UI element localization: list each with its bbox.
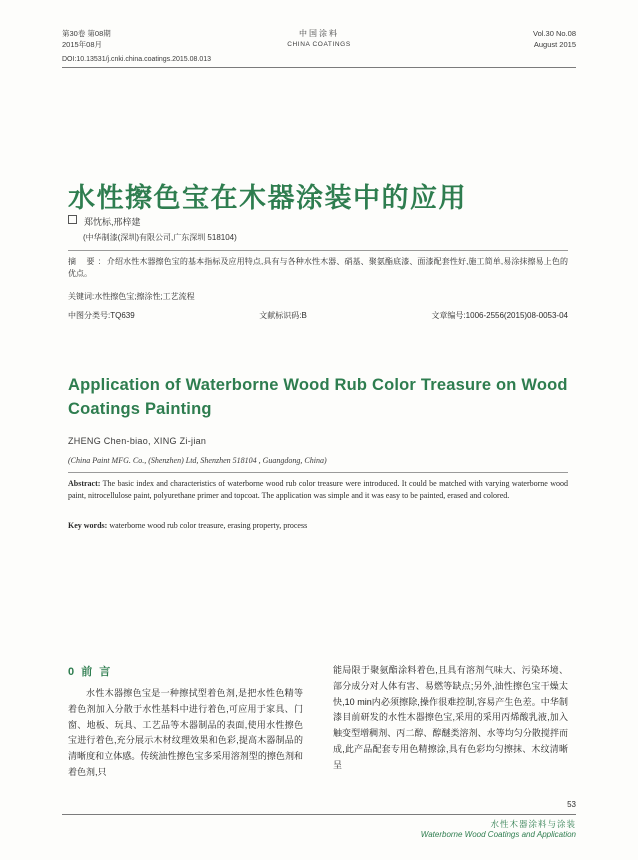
doc-code-label: 文献标识码: <box>259 311 302 320</box>
paragraph: 水性木器擦色宝是一种擦拭型着色剂,是把水性色精等着色剂加入分散于水性基料中进行着色,可应用于家具、门窗、地板、玩具、工艺品等木器制品的表面,使用水性擦色宝进行着色,充分展示木材纹理效果和色彩,提高木器制品的清晰度和立体感。传统油性擦色宝多采用溶剂型的擦色剂和着色剂,只 <box>68 688 303 777</box>
keywords-label-en: Key words: <box>68 521 108 530</box>
authors-cn-names: 郑忱标,邢梓建 <box>84 217 141 227</box>
header-volume-block-en <box>406 28 576 51</box>
header-volume-issue-en: Vol.30 No.08 <box>533 29 576 38</box>
page-header <box>62 28 576 51</box>
keywords-text-en: waterborne wood rub color treasure, erasing property, process <box>109 521 308 530</box>
header-date-en: August 2015 <box>533 40 576 50</box>
journal-name-en: CHINA COATINGS <box>287 41 351 48</box>
author-marker-icon <box>68 215 77 224</box>
footer-section-cn: 水性木器涂料与涂装 <box>490 819 576 829</box>
header-volume-block <box>62 28 232 51</box>
doc-code <box>259 310 307 321</box>
affiliation-en: (China Paint MFG. Co., (Shenzhen) Ltd, Shenzhen 518104 , Guangdong, China) <box>68 456 327 465</box>
doi-text: DOI:10.13531/j.cnki.china.coatings.2015.08.013 <box>62 56 212 63</box>
article-id-label: 文章编号: <box>431 311 466 320</box>
keywords-en <box>68 520 568 532</box>
classification-codes <box>68 310 568 321</box>
abstract-text-en: The basic index and characteristics of waterborne wood rub color treasure were introduced. It could be matched with varying waterborne wood paint, nitrocellulose paint, polyurethane primer and topcoat. The application was simple and it was easy to be painted, erased and colored. <box>68 479 568 500</box>
abstract-text-cn: 介绍水性木器擦色宝的基本指标及应用特点,具有与各种水性木器、硝基、聚氨酯底漆、面漆配套性好,施工简单,易涂抹擦易上色的优点。 <box>68 257 568 279</box>
body-column-right <box>333 663 568 773</box>
authors-en: ZHENG Chen-biao, XING Zi-jian <box>68 436 207 446</box>
clc-value: TQ639 <box>110 311 135 320</box>
header-divider <box>62 67 576 68</box>
abstract-divider-en <box>68 472 568 473</box>
article-id-value: 1006-2556(2015)08-0053-04 <box>465 311 568 320</box>
abstract-en <box>68 478 568 502</box>
page-number: 53 <box>567 800 576 809</box>
keywords-text-cn: 水性擦色宝;擦涂性;工艺流程 <box>94 292 195 301</box>
section-heading <box>68 663 112 679</box>
abstract-divider-cn <box>68 250 568 251</box>
header-journal-block <box>232 28 407 50</box>
affiliation-cn: (中华制漆(深圳)有限公司,广东深圳 518104) <box>83 233 237 242</box>
keywords-label-cn: 关键词: <box>68 292 95 301</box>
page-title-cn: 水性擦色宝在木器涂装中的应用 <box>68 183 467 213</box>
abstract-label-en: Abstract: <box>68 479 101 488</box>
abstract-label-cn: 摘 要: <box>68 257 105 266</box>
footer-divider <box>62 814 576 815</box>
clc-code <box>68 310 135 321</box>
section-title: 前 言 <box>81 666 113 678</box>
authors-cn <box>68 215 141 228</box>
doc-code-value: B <box>301 311 307 320</box>
header-date-cn: 2015年08月 <box>62 40 103 50</box>
clc-label: 中图分类号: <box>68 311 111 320</box>
keywords-cn <box>68 291 568 302</box>
paragraph: 能局限于聚氨酯涂料着色,且具有溶剂气味大、污染环境、部分成分对人体有害、易燃等缺点;另外,油性擦色宝干燥太快,10 min内必须擦除,操作很难控制,容易产生色差。中华制漆目前研发的水性木器擦色宝,采用的采用丙烯酸乳液,加入触变型增稠剂、丙二醇、醇醚类溶剂、水等均匀分散搅拌而成,此产品配套专用色精擦涂,具有色彩均匀擦抹、木纹清晰呈 <box>333 665 568 770</box>
page-title-en: Application of Waterborne Wood Rub Color Treasure on Wood Coatings Painting <box>68 376 568 418</box>
page-footer <box>421 818 576 839</box>
header-volume-issue: 第30卷 第08期 <box>62 29 111 38</box>
footer-section-en: Waterborne Wood Coatings and Application <box>420 830 576 839</box>
journal-name-cn: 中国涂料 <box>299 29 339 38</box>
section-number: 0 <box>68 666 77 678</box>
abstract-cn <box>68 256 568 281</box>
body-column-left <box>68 686 303 781</box>
article-id <box>431 310 568 321</box>
